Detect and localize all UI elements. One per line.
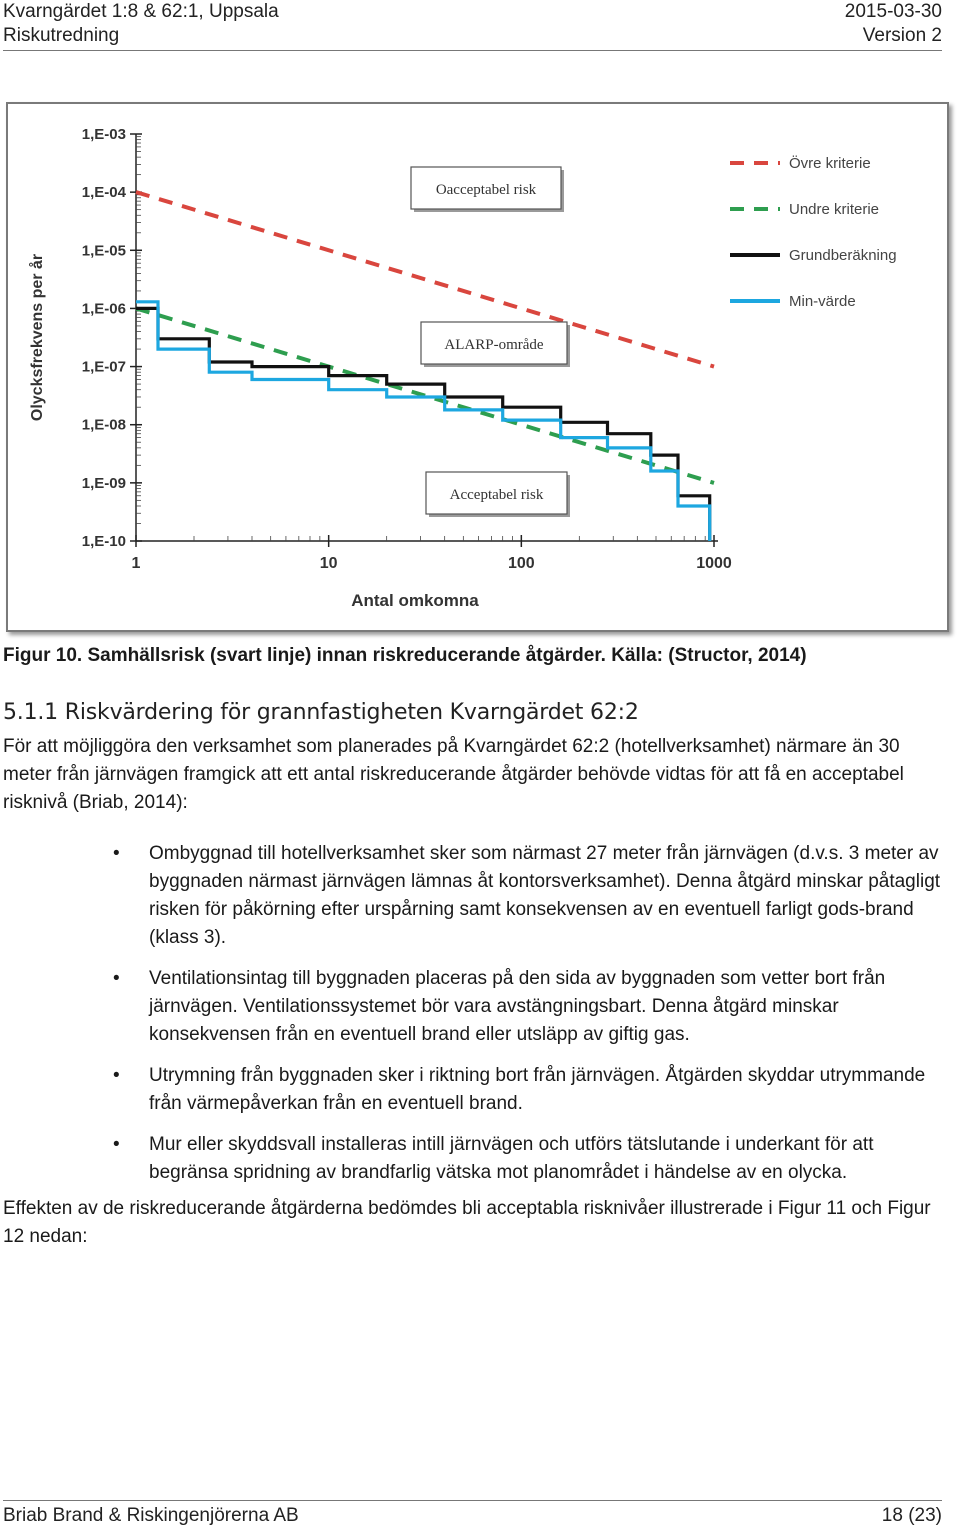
x-tick-label: 1 [131,555,141,572]
page-footer [3,1500,942,1526]
bullet-marker: • [113,968,120,989]
y-tick-label: 1,E-05 [81,242,126,260]
x-axis-label: Antal omkomna [351,591,479,610]
legend-label: Undre kriterie [789,201,880,218]
header-document-type: Riskutredning [3,25,120,46]
list-item: • Mur eller skyddsvall installeras intill järnvägen och utförs tätslutande i underkant för att begränsa spridning av brandfarlig vätska mot planområdet i händelse av en olycka. [0,1131,945,1187]
measures-list [0,840,945,1200]
x-tick-label: 100 [507,555,535,572]
list-item: • Ombyggnad till hotellverksamhet sker som närmast 27 meter från järnvägen (d.v.s. 3 meter av byggnaden närmast järnvägen lämnas åt kontorsverksamhet). Denna åtgärd minskar påtagligt risken för påkörning efter urspårning samt konsekvensen av en eventuell farligt gods-brand (klass 3). [0,840,945,952]
header-date: 2015-03-30 [844,1,942,22]
y-tick-label: 1,E-10 [81,533,126,550]
bullet-marker: • [113,1134,120,1155]
section-heading: 5.1.1 Riskvärdering för grannfastigheten Kvarngärdet 62:2 [3,700,639,725]
y-tick-label: 1,E-06 [81,300,126,318]
y-tick-label: 1,E-04 [81,184,126,202]
header-version: Version 2 [862,25,942,46]
bullet-marker: • [113,843,120,864]
y-tick-label: 1,E-08 [81,416,126,434]
y-tick-label: 1,E-07 [81,358,126,376]
bullet-marker: • [113,1065,120,1086]
list-item: • Ventilationsintag till byggnaden placeras på den sida av byggnaden som vetter bort från järnvägen. Ventilationssystemet bör vara avstängningsbart. Denna åtgärd minskar konsekvensen från en eventuell brand eller utsläpp av giftig gas. [0,965,945,1049]
header-project-title: Kvarngärdet 1:8 & 62:1, Uppsala [3,1,279,22]
page-header [3,0,942,51]
footer-company: Briab Brand & Riskingenjörerna AB [3,1505,299,1526]
y-tick-label: 1,E-03 [81,126,126,143]
figure-societal-risk-chart [6,102,949,632]
closing-paragraph: Effekten av de riskreducerande åtgärderna bedömdes bli acceptabla risknivåer illustrerade i Figur 11 och Figur 12 nedan: [3,1198,931,1247]
legend-label: Grundberäkning [789,247,897,264]
legend-label: Övre kriterie [789,155,871,172]
annotation-label: Acceptabel risk [449,487,544,503]
footer-page-number: 18 (23) [881,1505,942,1526]
annotation-label: Oacceptabel risk [435,182,537,198]
risk-chart-svg [8,104,947,630]
legend-label: Min-värde [789,293,856,310]
annotation-label: ALARP-område [444,337,544,353]
x-tick-label: 10 [319,555,338,572]
figure-caption: Figur 10. Samhällsrisk (svart linje) innan riskreducerande åtgärder. Källa: (Structor, 2014) [3,645,807,666]
y-axis-label: Olycksfrekvens per år [29,253,46,422]
list-item: • Utrymning från byggnaden sker i riktning bort från järnvägen. Åtgärden skyddar utrymmande från värmepåverkan från en eventuell brand. [0,1062,945,1118]
x-tick-label: 1000 [696,555,732,572]
y-tick-label: 1,E-09 [81,474,126,492]
intro-paragraph: För att möjliggöra den verksamhet som planerades på Kvarngärdet 62:2 (hotellverksamhet) närmare än 30 meter från järnvägen framgick att ett antal riskreducerande åtgärder behövde vidtas för att få en acceptabel risknivå (Briab, 2014): [3,736,904,813]
